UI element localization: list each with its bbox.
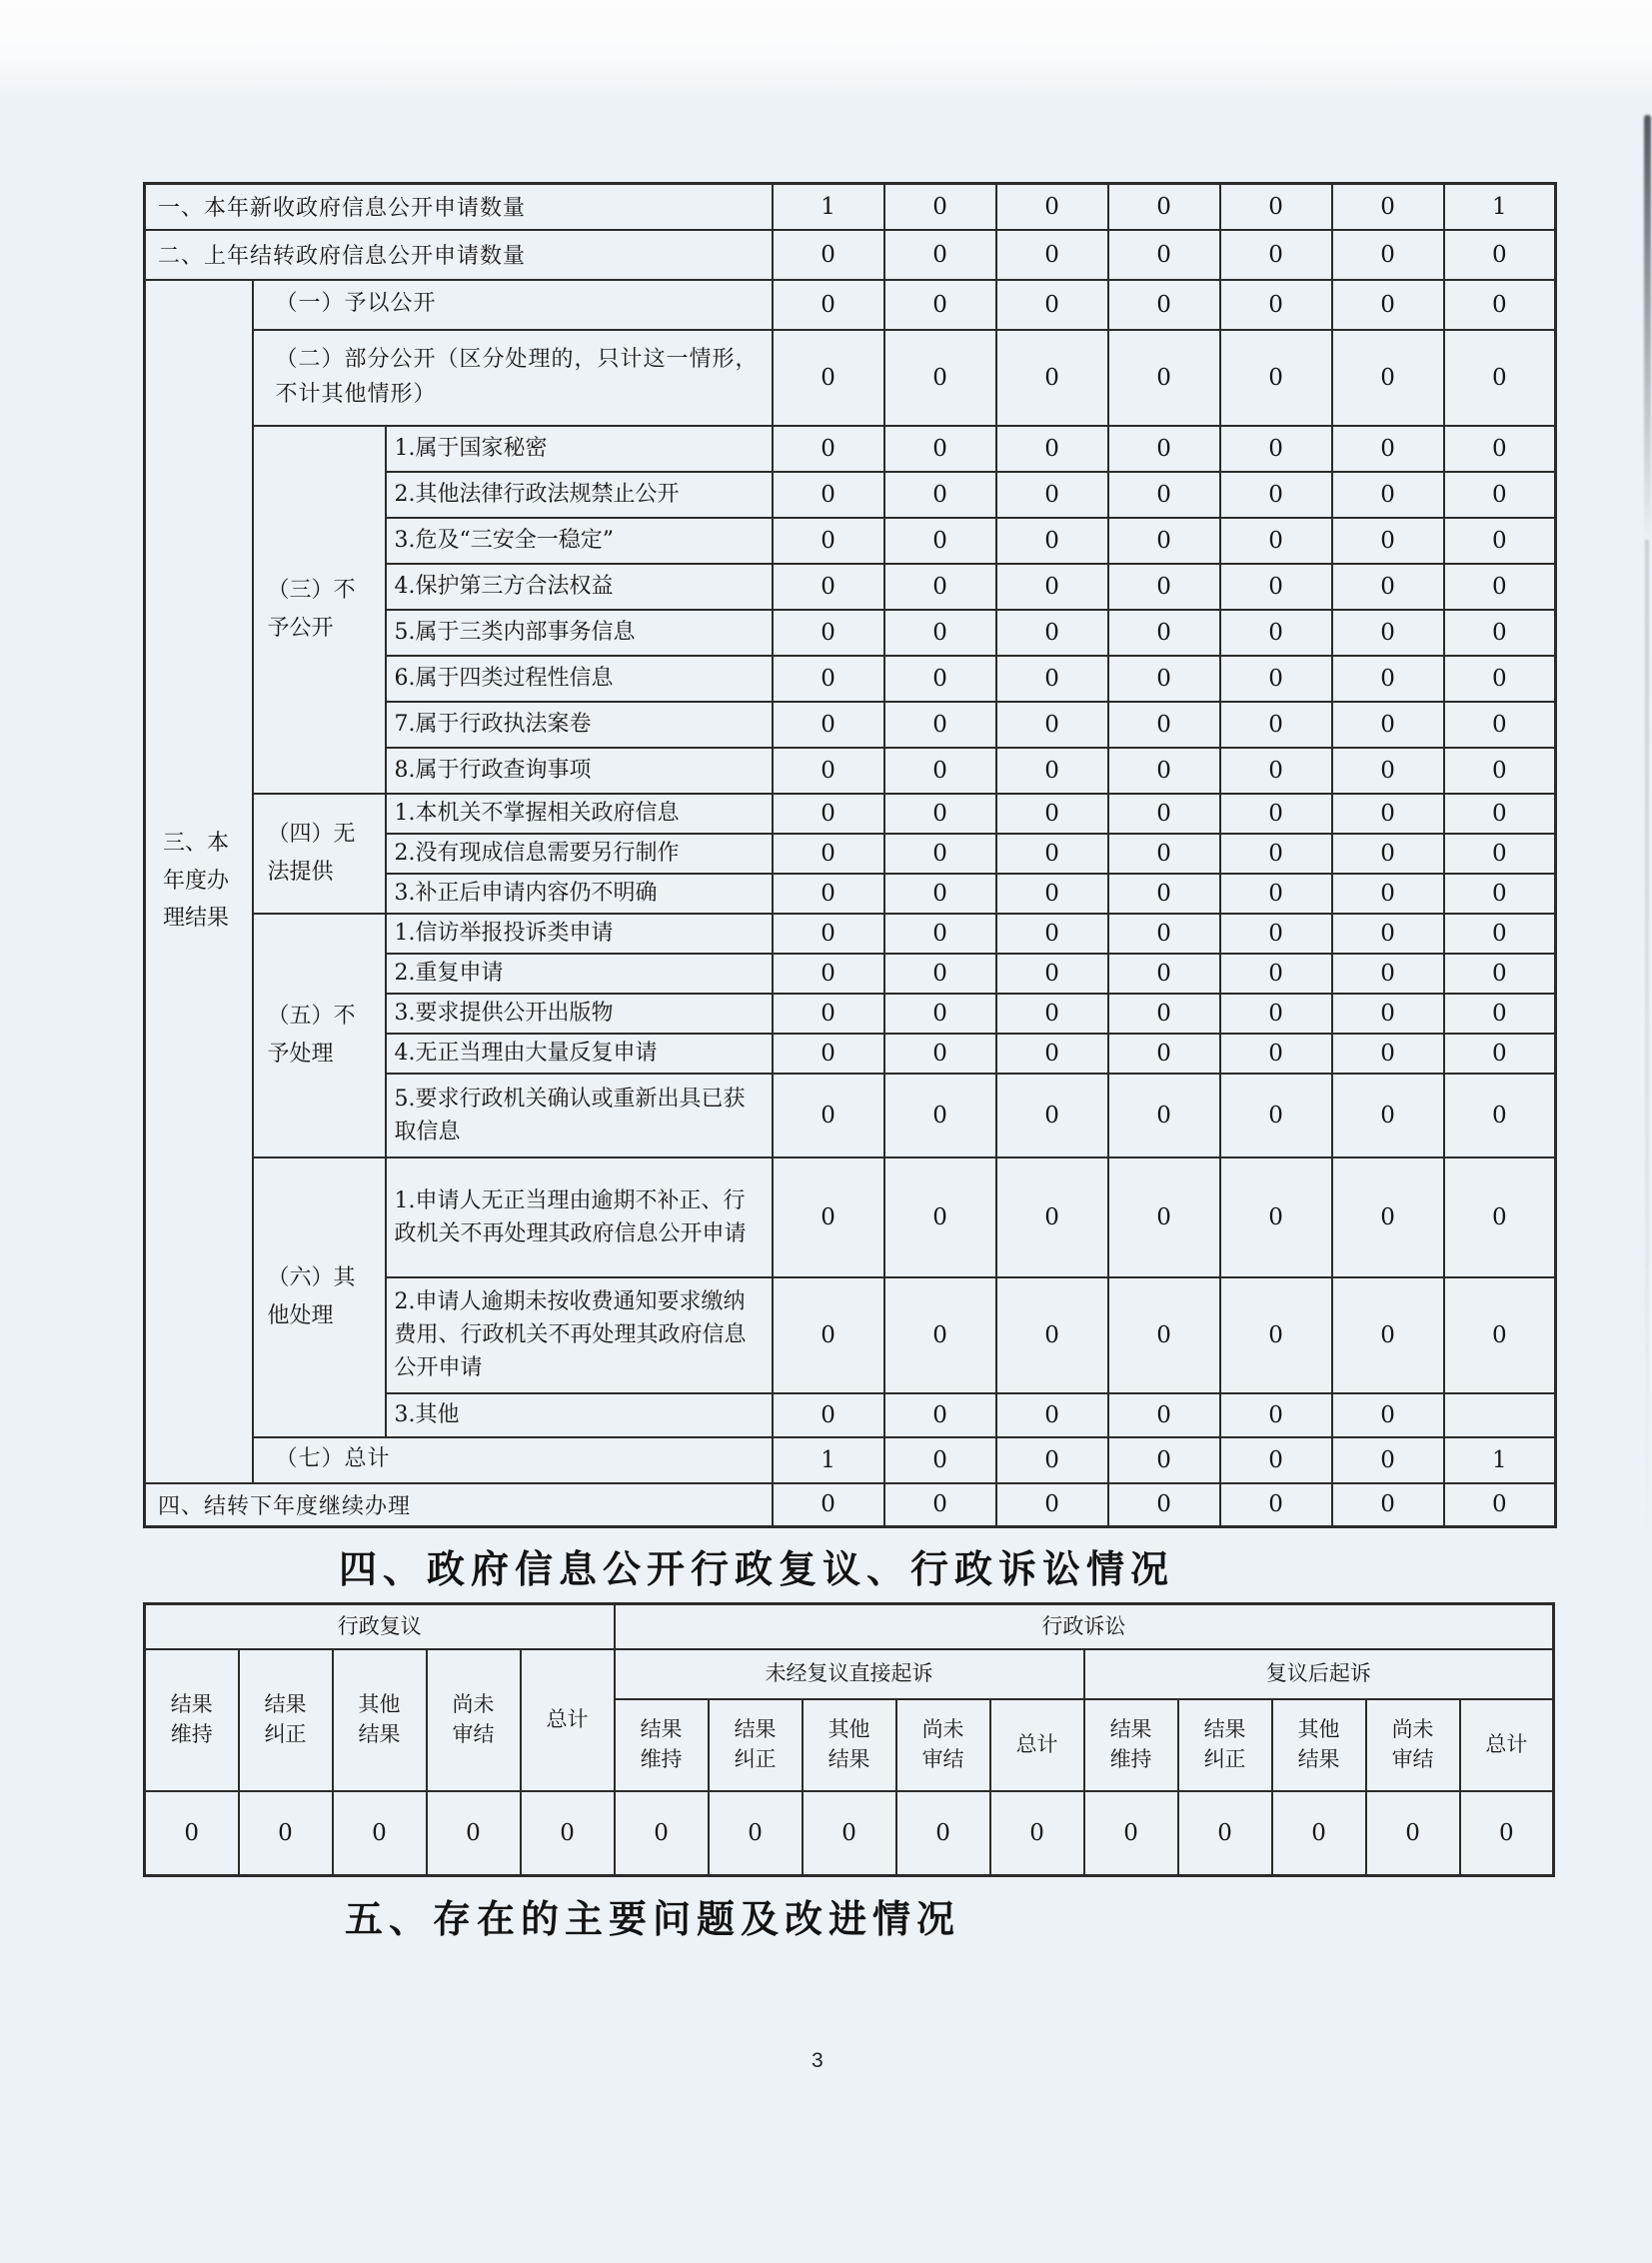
value-cell: 0 (1444, 954, 1556, 994)
scan-edge-artifact (1644, 115, 1651, 545)
value-cell: 0 (773, 954, 884, 994)
value-cell: 0 (773, 656, 884, 702)
value-cell: 0 (773, 702, 884, 748)
value-cell: 0 (1220, 954, 1332, 994)
value-cell: 0 (1108, 184, 1220, 230)
value-cell: 0 (1220, 518, 1332, 564)
value-cell: 0 (1108, 518, 1220, 564)
value-cell: 1 (773, 1437, 884, 1483)
value-cell: 0 (996, 914, 1108, 954)
value-cell: 0 (1444, 518, 1556, 564)
value-cell: 0 (884, 472, 996, 518)
value-cell: 0 (996, 1157, 1108, 1277)
value-cell: 0 (1332, 230, 1444, 280)
value-cell: 0 (1332, 994, 1444, 1034)
value-cell: 0 (1220, 230, 1332, 280)
value-cell: 0 (1220, 472, 1332, 518)
value-cell: 0 (1108, 994, 1220, 1034)
value-cell: 0 (884, 230, 996, 280)
value-cell: 0 (1444, 230, 1556, 280)
value-cell: 0 (1108, 426, 1220, 472)
direct-col-corrected: 结果纠正 (709, 1699, 803, 1791)
value-cell: 0 (1332, 954, 1444, 994)
value-cell: 0 (1108, 834, 1220, 874)
value-cell: 0 (1332, 1483, 1444, 1527)
value-cell: 0 (1444, 748, 1556, 794)
direct-col-upheld: 结果维持 (615, 1699, 709, 1791)
row-label: 4.保护第三方合法权益 (386, 564, 773, 610)
group-label: （五）不予处理 (253, 914, 386, 1157)
value-cell: 0 (773, 1393, 884, 1437)
scan-edge-artifact-faint (1645, 540, 1649, 1539)
value-cell: 0 (1332, 564, 1444, 610)
value-cell: 0 (427, 1791, 521, 1876)
value-cell: 0 (773, 426, 884, 472)
value-cell: 0 (884, 610, 996, 656)
review-col-total: 总计 (521, 1649, 615, 1791)
value-cell: 0 (996, 472, 1108, 518)
value-cell: 0 (996, 330, 1108, 426)
row-label: 3.补正后申请内容仍不明确 (386, 874, 773, 914)
value-cell: 0 (1444, 1034, 1556, 1074)
value-cell: 0 (521, 1791, 615, 1876)
value-cell: 0 (1444, 280, 1556, 330)
value-cell: 0 (884, 874, 996, 914)
value-cell: 0 (1220, 184, 1332, 230)
row-label: 4.无正当理由大量反复申请 (386, 1034, 773, 1074)
review-col-upheld: 结果维持 (145, 1649, 239, 1791)
value-cell: 0 (333, 1791, 427, 1876)
value-cell: 0 (1332, 330, 1444, 426)
value-cell: 0 (1366, 1791, 1460, 1876)
value-cell: 0 (1220, 564, 1332, 610)
value-cell: 0 (884, 280, 996, 330)
value-cell: 0 (996, 1393, 1108, 1437)
review-group-header: 行政复议 (145, 1604, 615, 1649)
value-cell: 0 (884, 1074, 996, 1157)
value-cell: 0 (884, 656, 996, 702)
value-cell: 0 (1444, 1074, 1556, 1157)
row-label: 2.申请人逾期未按收费通知要求缴纳费用、行政机关不再处理其政府信息公开申请 (386, 1277, 773, 1393)
value-cell: 0 (884, 914, 996, 954)
value-cell: 0 (1444, 702, 1556, 748)
value-cell (1444, 1393, 1556, 1437)
value-cell: 0 (773, 914, 884, 954)
value-cell: 0 (1108, 874, 1220, 914)
row-label: （二）部分公开（区分处理的，只计这一情形，不计其他情形） (253, 330, 773, 426)
value-cell: 0 (1332, 1157, 1444, 1277)
value-cell: 0 (773, 280, 884, 330)
value-cell: 0 (884, 994, 996, 1034)
after-col-upheld: 结果维持 (1084, 1699, 1178, 1791)
value-cell: 0 (1444, 564, 1556, 610)
value-cell: 0 (1444, 472, 1556, 518)
value-cell: 0 (996, 794, 1108, 834)
value-cell: 0 (1220, 1393, 1332, 1437)
value-cell: 0 (996, 994, 1108, 1034)
value-cell: 0 (1220, 874, 1332, 914)
row-label: 3.其他 (386, 1393, 773, 1437)
row-label: 1.本机关不掌握相关政府信息 (386, 794, 773, 834)
value-cell: 0 (1220, 994, 1332, 1034)
value-cell: 0 (996, 230, 1108, 280)
value-cell: 0 (996, 954, 1108, 994)
row-label: 1.申请人无正当理由逾期不补正、行政机关不再处理其政府信息公开申请 (386, 1157, 773, 1277)
value-cell: 0 (1220, 280, 1332, 330)
value-cell: 0 (773, 472, 884, 518)
row-label: 2.重复申请 (386, 954, 773, 994)
value-cell: 0 (1444, 656, 1556, 702)
page-number: 3 (812, 2049, 824, 2072)
row-label: 1.信访举报投诉类申请 (386, 914, 773, 954)
value-cell: 0 (1444, 330, 1556, 426)
row-label: 8.属于行政查询事项 (386, 748, 773, 794)
row-label: 5.属于三类内部事务信息 (386, 610, 773, 656)
value-cell: 0 (1220, 1157, 1332, 1277)
row-label: （一）予以公开 (253, 280, 773, 330)
value-cell: 0 (1332, 656, 1444, 702)
value-cell: 0 (1444, 914, 1556, 954)
value-cell: 0 (773, 330, 884, 426)
value-cell: 0 (884, 794, 996, 834)
value-cell: 0 (1332, 702, 1444, 748)
value-cell: 0 (996, 610, 1108, 656)
value-cell: 0 (773, 1074, 884, 1157)
value-cell: 0 (996, 656, 1108, 702)
value-cell: 0 (884, 834, 996, 874)
value-cell: 0 (1108, 610, 1220, 656)
value-cell: 0 (1220, 1483, 1332, 1527)
value-cell: 0 (1108, 954, 1220, 994)
value-cell: 0 (990, 1791, 1084, 1876)
value-cell: 0 (896, 1791, 990, 1876)
litigation-group-header: 行政诉讼 (615, 1604, 1554, 1649)
value-cell: 0 (1108, 564, 1220, 610)
row-label: 3.要求提供公开出版物 (386, 994, 773, 1034)
value-cell: 0 (1272, 1791, 1366, 1876)
value-cell: 1 (1444, 1437, 1556, 1483)
value-cell: 0 (996, 874, 1108, 914)
after-col-total: 总计 (1460, 1699, 1554, 1791)
direct-col-other: 其他结果 (803, 1699, 896, 1791)
value-cell: 0 (996, 1034, 1108, 1074)
value-cell: 1 (1444, 184, 1556, 230)
value-cell: 0 (1108, 1437, 1220, 1483)
section-label: 三、本年度办理结果 (145, 280, 253, 1483)
value-cell: 0 (1220, 748, 1332, 794)
after-col-pending: 尚未审结 (1366, 1699, 1460, 1791)
value-cell: 0 (884, 330, 996, 426)
value-cell: 0 (1332, 914, 1444, 954)
review-col-pending: 尚未审结 (427, 1649, 521, 1791)
row-label: 3.危及“三安全一稳定” (386, 518, 773, 564)
group-label: （四）无法提供 (253, 794, 386, 914)
value-cell: 0 (1084, 1791, 1178, 1876)
value-cell: 0 (239, 1791, 333, 1876)
value-cell: 0 (773, 230, 884, 280)
value-cell: 0 (773, 1034, 884, 1074)
value-cell: 0 (996, 280, 1108, 330)
value-cell: 0 (996, 834, 1108, 874)
value-cell: 0 (1108, 702, 1220, 748)
value-cell: 0 (1444, 874, 1556, 914)
value-cell: 0 (1220, 610, 1332, 656)
value-cell: 0 (773, 518, 884, 564)
value-cell: 0 (884, 1483, 996, 1527)
row-label: 2.其他法律行政法规禁止公开 (386, 472, 773, 518)
value-cell: 0 (1220, 1034, 1332, 1074)
row-label: 2.没有现成信息需要另行制作 (386, 834, 773, 874)
value-cell: 0 (884, 1277, 996, 1393)
value-cell: 0 (996, 1074, 1108, 1157)
after-review-suit-subgroup-header: 复议后起诉 (1084, 1649, 1554, 1699)
value-cell: 0 (1108, 1277, 1220, 1393)
value-cell: 0 (773, 748, 884, 794)
application-results-table (143, 182, 1557, 1528)
review-litigation-table (143, 1602, 1555, 1877)
value-cell: 0 (615, 1791, 709, 1876)
direct-suit-subgroup-header: 未经复议直接起诉 (615, 1649, 1084, 1699)
value-cell: 0 (1108, 1074, 1220, 1157)
value-cell: 0 (996, 426, 1108, 472)
value-cell: 0 (1460, 1791, 1554, 1876)
row-label: 7.属于行政执法案卷 (386, 702, 773, 748)
value-cell: 0 (773, 994, 884, 1034)
value-cell: 0 (1108, 656, 1220, 702)
value-cell: 0 (996, 564, 1108, 610)
value-cell: 0 (1444, 1157, 1556, 1277)
value-cell: 0 (1220, 1074, 1332, 1157)
value-cell: 0 (884, 702, 996, 748)
section4-heading: 四、政府信息公开行政复议、行政诉讼情况 (339, 1549, 1175, 1591)
value-cell: 0 (996, 1437, 1108, 1483)
value-cell: 0 (1444, 994, 1556, 1034)
value-cell: 0 (1108, 280, 1220, 330)
group-label: （六）其他处理 (253, 1157, 386, 1437)
review-col-other: 其他结果 (333, 1649, 427, 1791)
value-cell: 0 (1108, 1034, 1220, 1074)
value-cell: 0 (1332, 834, 1444, 874)
value-cell: 0 (773, 874, 884, 914)
value-cell: 0 (1332, 472, 1444, 518)
value-cell: 0 (773, 1277, 884, 1393)
value-cell: 0 (996, 702, 1108, 748)
value-cell: 0 (1444, 834, 1556, 874)
row-label: 一、本年新收政府信息公开申请数量 (145, 184, 773, 230)
value-cell: 0 (884, 1393, 996, 1437)
value-cell: 0 (773, 564, 884, 610)
value-cell: 0 (1220, 656, 1332, 702)
value-cell: 0 (1178, 1791, 1272, 1876)
value-cell: 1 (773, 184, 884, 230)
value-cell: 0 (1444, 610, 1556, 656)
value-cell: 0 (1220, 914, 1332, 954)
row-label: （七）总计 (253, 1437, 773, 1483)
review-col-corrected: 结果纠正 (239, 1649, 333, 1791)
value-cell: 0 (884, 954, 996, 994)
value-cell: 0 (1108, 330, 1220, 426)
value-cell: 0 (996, 184, 1108, 230)
value-cell: 0 (1108, 1393, 1220, 1437)
value-cell: 0 (1332, 1277, 1444, 1393)
value-cell: 0 (773, 610, 884, 656)
value-cell: 0 (1108, 794, 1220, 834)
value-cell: 0 (145, 1791, 239, 1876)
scan-top-white-band (0, 0, 1652, 100)
value-cell: 0 (996, 748, 1108, 794)
value-cell: 0 (773, 794, 884, 834)
row-label: 二、上年结转政府信息公开申请数量 (145, 230, 773, 280)
after-col-other: 其他结果 (1272, 1699, 1366, 1791)
value-cell: 0 (884, 426, 996, 472)
value-cell: 0 (1332, 874, 1444, 914)
group-label: （三）不予公开 (253, 426, 386, 794)
value-cell: 0 (884, 184, 996, 230)
value-cell: 0 (1220, 1277, 1332, 1393)
value-cell: 0 (884, 1437, 996, 1483)
value-cell: 0 (1332, 1034, 1444, 1074)
row-label: 四、结转下年度继续办理 (145, 1483, 773, 1527)
row-label: 6.属于四类过程性信息 (386, 656, 773, 702)
value-cell: 0 (884, 1157, 996, 1277)
value-cell: 0 (1108, 914, 1220, 954)
value-cell: 0 (803, 1791, 896, 1876)
value-cell: 0 (709, 1791, 803, 1876)
value-cell: 0 (1332, 1393, 1444, 1437)
value-cell: 0 (1220, 426, 1332, 472)
value-cell: 0 (1332, 794, 1444, 834)
value-cell: 0 (1332, 518, 1444, 564)
row-label: 5.要求行政机关确认或重新出具已获取信息 (386, 1074, 773, 1157)
direct-col-total: 总计 (990, 1699, 1084, 1791)
value-cell: 0 (1332, 184, 1444, 230)
value-cell: 0 (1220, 1437, 1332, 1483)
value-cell: 0 (1332, 1437, 1444, 1483)
value-cell: 0 (773, 1157, 884, 1277)
value-cell: 0 (1332, 280, 1444, 330)
value-cell: 0 (1332, 610, 1444, 656)
value-cell: 0 (884, 748, 996, 794)
value-cell: 0 (1108, 1157, 1220, 1277)
value-cell: 0 (1444, 1483, 1556, 1527)
after-col-corrected: 结果纠正 (1178, 1699, 1272, 1791)
value-cell: 0 (884, 1034, 996, 1074)
value-cell: 0 (1220, 330, 1332, 426)
section5-heading: 五、存在的主要问题及改进情况 (345, 1899, 961, 1941)
value-cell: 0 (884, 518, 996, 564)
value-cell: 0 (1332, 426, 1444, 472)
value-cell: 0 (1444, 1277, 1556, 1393)
value-cell: 0 (996, 518, 1108, 564)
value-cell: 0 (773, 834, 884, 874)
value-cell: 0 (1220, 794, 1332, 834)
value-cell: 0 (1220, 834, 1332, 874)
value-cell: 0 (996, 1483, 1108, 1527)
value-cell: 0 (773, 1483, 884, 1527)
row-label: 1.属于国家秘密 (386, 426, 773, 472)
value-cell: 0 (884, 564, 996, 610)
value-cell: 0 (1108, 1483, 1220, 1527)
value-cell: 0 (1108, 230, 1220, 280)
value-cell: 0 (1444, 426, 1556, 472)
direct-col-pending: 尚未审结 (896, 1699, 990, 1791)
value-cell: 0 (1444, 794, 1556, 834)
value-cell: 0 (1332, 1074, 1444, 1157)
value-cell: 0 (1332, 748, 1444, 794)
value-cell: 0 (1108, 472, 1220, 518)
value-cell: 0 (1108, 748, 1220, 794)
value-cell: 0 (1220, 702, 1332, 748)
value-cell: 0 (996, 1277, 1108, 1393)
